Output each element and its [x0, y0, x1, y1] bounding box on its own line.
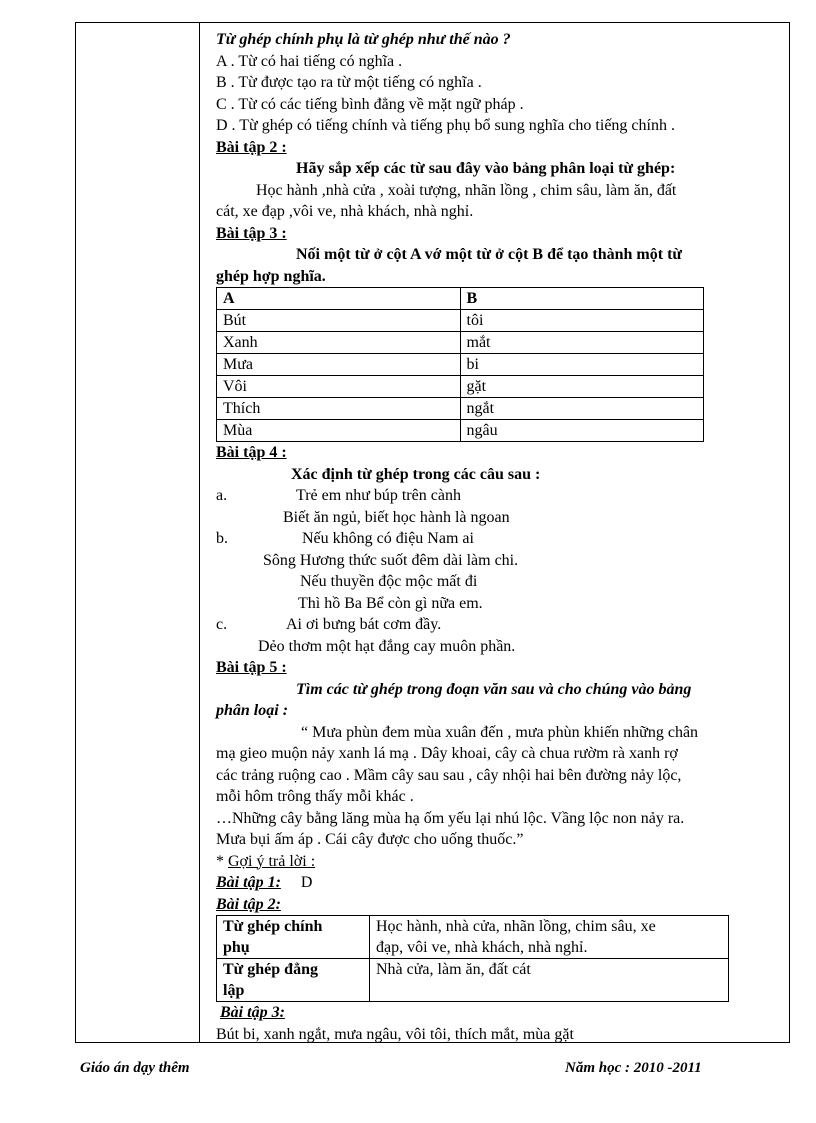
table-row	[217, 420, 704, 442]
footer-right: Năm học : 2010 -2011	[565, 1060, 702, 1076]
ex5-passage-line: Mưa bụi ấm áp . Cái cây được cho uống thuốc.”	[216, 831, 524, 848]
lesson-content	[216, 29, 784, 1045]
answers-bullet: *	[216, 852, 228, 870]
poem-line	[216, 571, 784, 593]
table-cell-words	[370, 916, 729, 959]
poem-b3: Nếu thuyền độc mộc mất đi	[300, 573, 478, 590]
option-a: A . Từ có hai tiếng có nghĩa .	[216, 52, 403, 70]
answer-ex1-label: Bài tập 1:	[216, 874, 281, 891]
answer-ex3-text: Bút bi, xanh ngắt, mưa ngâu, vôi tôi, thích mắt, mùa gặt	[216, 1025, 574, 1043]
poem-c1: Ai ơi bưng bát cơm đầy.	[286, 616, 442, 633]
item-label-b: b.	[216, 530, 228, 547]
option-c: C . Từ có các tiếng bình đẳng về mặt ngữ pháp .	[216, 95, 524, 113]
table-cell: Mưa	[217, 354, 461, 376]
table-cell: gặt	[460, 376, 704, 398]
ex2-instruction: Hãy sắp xếp các từ sau đây vào bảng phân loại từ ghép:	[296, 160, 676, 177]
table-cell: mắt	[460, 332, 704, 354]
ex5-passage-line: “ Mưa phùn đem mùa xuân đến , mưa phùn khiến những chân	[301, 723, 699, 741]
type-text: Từ ghép đẳng	[223, 961, 318, 978]
ex3-instruction-line2: ghép hợp nghĩa.	[216, 267, 326, 285]
table-cell: Bút	[217, 310, 461, 332]
poem-b1: Nếu không có điệu Nam ai	[302, 530, 474, 547]
table-header-row	[217, 288, 704, 310]
ex5-instruction-line2: phân loại :	[216, 702, 289, 719]
ex5-passage-line: mỗi hôm trông thấy mỗi khác .	[216, 788, 414, 805]
item-label-c: c.	[216, 616, 228, 633]
poem-c2: Dẻo thơm một hạt đắng cay muôn phần.	[258, 637, 516, 655]
question-title: Từ ghép chính phụ là từ ghép như thế nào ?	[216, 31, 511, 48]
type-text: phụ	[223, 939, 250, 956]
answer-classification-table	[216, 915, 729, 1002]
words-text: Nhà cửa, làm ăn, đất cát	[376, 961, 531, 978]
table-cell: tôi	[460, 310, 704, 332]
footer-left: Giáo án dạy thêm	[80, 1060, 190, 1076]
table-row	[217, 959, 729, 1002]
table-cell: Mùa	[217, 420, 461, 442]
ex4-instruction: Xác định từ ghép trong các câu sau :	[291, 465, 541, 483]
ex5-passage-line: các trảng ruộng cao . Mầm cây sau sau , cây nhội hai bên đường nảy lộc,	[216, 766, 682, 784]
answers-label-line	[216, 851, 784, 873]
table-cell-type	[217, 959, 370, 1002]
option-b: B . Từ được tạo ra từ một tiếng có nghĩa .	[216, 74, 482, 91]
poem-line	[216, 507, 784, 529]
poem-line	[216, 636, 784, 658]
ex5-instruction-line1: Tìm các từ ghép trong đoạn văn sau và cho chúng vào bảng	[296, 680, 692, 698]
table-row	[217, 398, 704, 420]
answers-label: Gợi ý trả lời :	[228, 852, 316, 870]
answer-ex3-label: Bài tập 3:	[220, 1004, 285, 1021]
poem-b2: Sông Hương thức suốt đêm dài làm chi.	[263, 551, 519, 569]
words-text: Học hành, nhà cửa, nhãn lồng, chim sâu, xe	[376, 918, 656, 935]
table-row	[217, 354, 704, 376]
column-divider	[199, 23, 200, 1042]
table-row	[217, 310, 704, 332]
ex5-passage-line: mạ gieo muộn nảy xanh lá mạ . Dây khoai, cây cà chua rườm rà xanh rợ	[216, 745, 678, 762]
words-text: đạp, vôi ve, nhà khách, nhà nghỉ.	[376, 939, 588, 956]
poem-b4: Thì hồ Ba Bể còn gì nữa em.	[298, 594, 483, 612]
table-cell: ngâu	[460, 420, 704, 442]
type-text: lập	[223, 982, 245, 999]
table-row	[217, 376, 704, 398]
option-d: D . Từ ghép có tiếng chính và tiếng phụ bổ sung nghĩa cho tiếng chính .	[216, 117, 675, 134]
lesson-table-frame	[75, 22, 790, 1043]
column-a-header: A	[217, 288, 461, 310]
type-text: Từ ghép chính	[223, 918, 323, 935]
table-cell: Xanh	[217, 332, 461, 354]
ex3-instruction-line1: Nối một từ ở cột A vớ một từ ở cột B để tạo thành một từ	[296, 246, 683, 263]
table-row	[217, 332, 704, 354]
table-cell: bi	[460, 354, 704, 376]
poem-line	[216, 593, 784, 615]
poem-line	[216, 614, 784, 636]
poem-a1: Trẻ em như búp trên cành	[296, 487, 461, 504]
ex5-heading: Bài tập 5 :	[216, 659, 287, 676]
ex2-heading: Bài tập 2 :	[216, 138, 287, 156]
poem-a2: Biết ăn ngủ, biết học hành là ngoan	[283, 508, 510, 526]
table-cell: Thích	[217, 398, 461, 420]
ex3-matching-table	[216, 287, 704, 442]
ex5-passage-line: …Những cây bằng lăng mùa hạ ốm yếu lại nhú lộc. Vầng lộc non nảy ra.	[216, 809, 685, 827]
ex2-words-line2: cát, xe đạp ,vôi ve, nhà khách, nhà nghỉ.	[216, 203, 474, 220]
poem-line	[216, 550, 784, 572]
poem-line	[216, 528, 784, 550]
table-cell-type	[217, 916, 370, 959]
item-label-a: a.	[216, 487, 228, 504]
poem-line	[216, 485, 784, 507]
answer-ex2-label: Bài tập 2:	[216, 895, 281, 913]
ex3-heading: Bài tập 3 :	[216, 224, 287, 242]
answer-ex1-value: D	[300, 874, 313, 891]
table-cell: Vôi	[217, 376, 461, 398]
column-b-header: B	[460, 288, 704, 310]
ex4-heading: Bài tập 4 :	[216, 444, 287, 461]
ex2-words-line1: Học hành ,nhà cửa , xoài tượng, nhãn lồng , chim sâu, làm ăn, đất	[256, 181, 677, 199]
answer-ex1-line	[216, 872, 784, 894]
table-cell: ngắt	[460, 398, 704, 420]
table-cell-words	[370, 959, 729, 1002]
table-row	[217, 916, 729, 959]
